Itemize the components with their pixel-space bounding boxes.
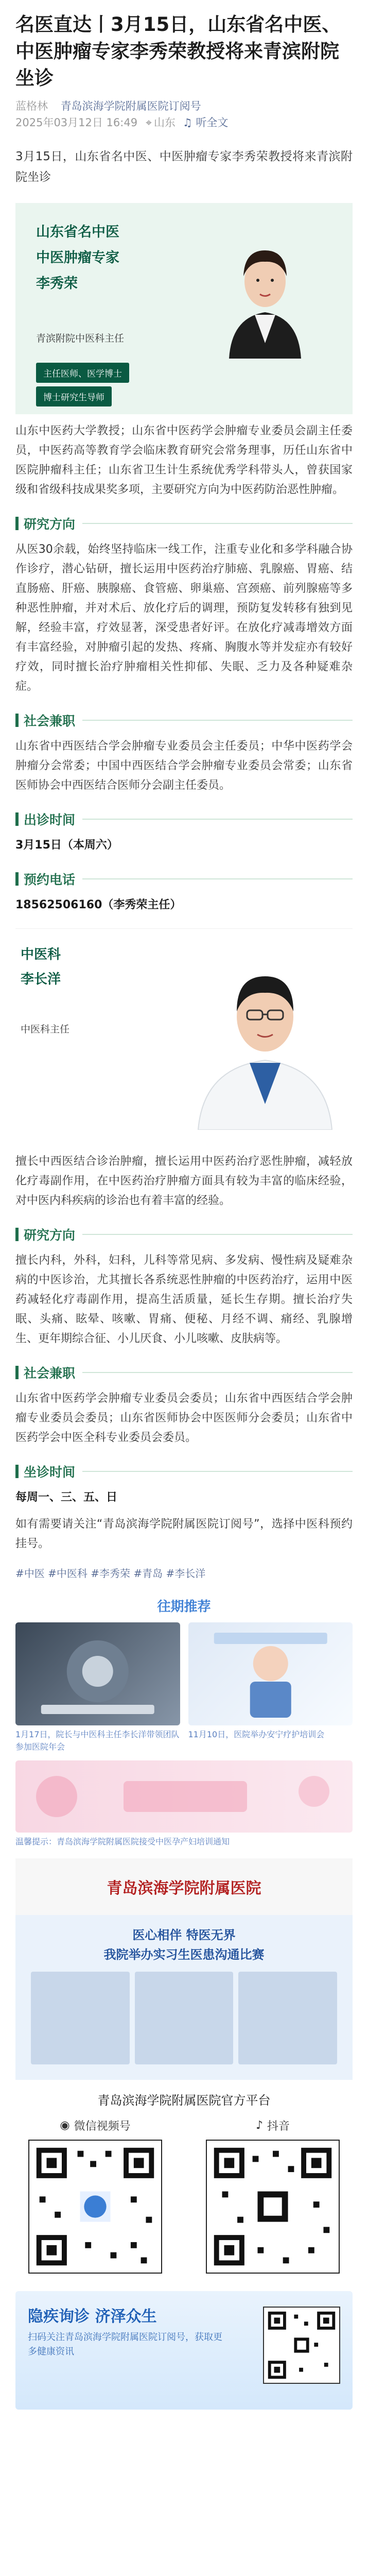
promo-image-2: [188, 1622, 353, 1725]
banner-photo: [135, 1972, 234, 2064]
banner-photos: [31, 1972, 337, 2064]
doctor1-title-line2: 中医肿瘤专家: [36, 250, 119, 266]
promo-image-3-art: [15, 1760, 353, 1833]
douyin-qr-code: [206, 2140, 340, 2274]
section-phone-label: 预约电话: [24, 872, 76, 887]
qr-grid: [15, 2117, 353, 2276]
section-marker: [15, 872, 19, 886]
end-banner[interactable]: [15, 2291, 353, 2410]
section-divider: [82, 1234, 353, 1235]
qr-wechat-text: 微信视频号: [74, 2120, 131, 2133]
section-divider: [82, 878, 353, 879]
section-marker: [15, 714, 19, 727]
doctor2-research-text: 擅长内科，外科，妇科，儿科等常见病、多发病、慢性病及疑难杂病的中医诊治，尤其擅长各系统恶性肿瘤的中医药治疗，运用中医药减轻化疗毒副作用，提高生活质量，延长生存期。擅长治疗失眠、头痛、眩晕、咳嗽、胃痛、便秘、月经不调、痛经、乳腺增生、更年期综合征、小儿厌食、小儿咳嗽、皮肤病等。: [15, 1254, 353, 1345]
promo-item-3[interactable]: [15, 1760, 353, 1848]
doctor1-tutor-pill: 博士研究生导师: [36, 386, 112, 406]
section-research2-label: 研究方向: [24, 1228, 76, 1243]
end-banner-title: 隐疾询诊 济泽众生: [28, 2308, 157, 2326]
article-meta: [15, 98, 353, 114]
promo-item-2[interactable]: [188, 1622, 353, 1753]
intro-paragraph: 3月15日，山东省名中医、中医肿瘤专家李秀荣教授将来青滨附院坐诊: [15, 150, 353, 184]
section-social: [15, 711, 353, 730]
douyin-icon: ♪: [255, 2119, 264, 2132]
section-time-label: 出诊时间: [24, 812, 76, 827]
section-divider: [82, 1471, 353, 1472]
hospital-logo-text: 青岛滨海学院附属医院: [107, 1879, 261, 1897]
section-research-label: 研究方向: [24, 517, 76, 532]
section-marker: [15, 517, 19, 530]
promo-title: 往期推荐: [157, 1599, 211, 1615]
promo-image-1: [15, 1622, 180, 1725]
time-text: 3月15日（本周六）: [15, 839, 118, 852]
doctor1-portrait: [214, 219, 317, 359]
wechat-video-icon: ◉: [60, 2119, 70, 2132]
promo-caption-1: 1月17日，院长与中医科主任李长洋带领团队参加医院年会: [15, 1730, 180, 1752]
footer-title: 青岛滨海学院附属医院官方平台: [97, 2093, 271, 2108]
promo-caption-2: 11月10日，医院举办安宁疗护培训会: [188, 1730, 325, 1739]
qr-wechat-video[interactable]: [15, 2117, 175, 2276]
section-social-label: 社会兼职: [24, 714, 76, 728]
doctor1-title-pill: 主任医师、医学博士: [36, 363, 129, 383]
doctor2-name-block: [21, 942, 61, 992]
doctor2-social-text: 山东省中医药学会肿瘤专业委员会委员；山东省中西医结合学会肿瘤专业委员会委员；山东省医师协会中医医师分会委员；山东省中医药学会中医全科专业委员会委员。: [15, 1392, 353, 1444]
area-subtext: 如有需要请关注“青岛滨海学院附属医院订阅号”，选择中医科预约挂号。: [15, 1518, 353, 1550]
banner-photo: [31, 1972, 130, 2064]
qr-douyin[interactable]: [193, 2117, 353, 2276]
doctor1-position: 青滨附院中医科主任: [36, 333, 125, 344]
publisher-label: 蓝格林: [15, 100, 48, 112]
banner-subtitle: [15, 1925, 353, 1964]
research-text: 从医30余载，始终坚持临床一线工作，注重专业化和多学科融合协作诊疗，潜心钻研，擅长运用中医药治疗肺癌、乳腺癌、胃癌、结直肠癌、肝癌、胰腺癌、食管癌、卵巢癌、宫颈癌、前列腺癌等多种恶性肿瘤，并对术后、放化疗后的调理，预防复发转移有独到见解，经验丰富，疗效显著，深受患者好评。在放化疗减毒增效方面有丰富经验，对肿瘤引起的发热、疼痛、胸腹水等并发症亦有较好疗效，同时擅长治疗肿瘤相关性抑郁、失眠、乏力及各种疑难杂症。: [15, 543, 353, 693]
hashtag-list[interactable]: #中医 #中医科 #李秀荣 #青岛 #李长洋: [15, 1567, 206, 1580]
qr-douyin-text: 抖音: [267, 2120, 290, 2133]
article-title: 名医直达丨3月15日，山东省名中医、中医肿瘤专家李秀荣教授将来青滨附院坐诊: [15, 13, 341, 89]
section-time: [15, 810, 353, 828]
section-marker: [15, 812, 19, 826]
end-banner-subtitle: 扫码关注青岛滨海学院附属医院订阅号，获取更多健康资讯: [28, 2332, 222, 2357]
doctor2-dept: 中医科主任: [21, 1024, 70, 1035]
wechat-qr-code: [28, 2140, 162, 2274]
section-phone: [15, 870, 353, 888]
promo-caption-3: 温馨提示：青岛滨海学院附属医院接受中医孕产妇培训通知: [15, 1837, 230, 1846]
doctor1-profile-text: 山东中医药大学教授；山东省中医药学会肿瘤专业委员会副主任委员，中医药高等教育学会临床教育研究会常务理事，历任山东省中医院肿瘤科主任；山东省卫生计生系统优秀学科带头人，曾获国家级和省级科技成果奖多项，主要研究方向为中医药防治恶性肿瘤。: [15, 425, 353, 496]
section-area: [15, 1462, 353, 1481]
hospital-banner[interactable]: [15, 1858, 353, 2080]
publish-date: 2025年03月12日 16:49: [15, 116, 138, 129]
doctor2-name: 李长洋: [21, 972, 61, 987]
phone-text[interactable]: 18562506160（李秀荣主任）: [15, 899, 182, 911]
section-divider: [82, 720, 353, 721]
bottom-spacer: [15, 2410, 353, 2482]
section-social2-label: 社会兼职: [24, 1366, 76, 1381]
social-text: 山东省中西医结合学会肿瘤专业委员会主任委员；中华中医药学会肿瘤分会常委；中国中西医结合学会肿瘤专业委员会常委；山东省医师协会中西医结合医师分会副主任委员。: [15, 740, 353, 792]
qr-douyin-label: [193, 2117, 353, 2133]
listen-label: 听全文: [196, 116, 229, 129]
section-marker: [15, 1366, 19, 1379]
section-divider: [82, 1372, 353, 1373]
article-meta-row2: [15, 114, 353, 131]
area-text: 每周一、三、五、日: [15, 1491, 118, 1504]
banner-photo: [238, 1972, 337, 2064]
author-link[interactable]: 青岛滨海学院附属医院订阅号: [60, 100, 201, 112]
doctor2-title-line1: 中医科: [21, 947, 61, 962]
section-marker: [15, 1228, 19, 1241]
section-marker: [15, 1465, 19, 1478]
banner-logo-row: [15, 1858, 353, 1915]
doctor1-card: [15, 203, 353, 414]
section-divider: [82, 819, 353, 820]
listen-button[interactable]: ♫ 听全文: [182, 116, 229, 129]
section-research-2: [15, 1225, 353, 1244]
section-research: [15, 514, 353, 533]
doctor2-intro-text: 擅长中西医结合诊治肿瘤，擅长运用中医药治疗恶性肿瘤，减轻放化疗毒副作用，在中医药治疗肿瘤方面具有较为丰富的临床经验，对中医内科疾病的诊治也有着丰富的经验。: [15, 1155, 353, 1207]
qr-wechat-label: [15, 2117, 175, 2133]
banner-subtitle-line2: 我院举办实习生医患沟通比赛: [103, 1947, 265, 1962]
doctor1-title-line1: 山东省名中医: [36, 224, 119, 240]
doctor2-portrait: [188, 934, 342, 1130]
section-social-2: [15, 1363, 353, 1382]
end-banner-qr-code: [263, 2307, 340, 2384]
promo-item-1[interactable]: [15, 1622, 180, 1753]
doctor1-name-block: [36, 219, 119, 297]
publish-region: 山东: [153, 116, 176, 129]
promo-image-2-art: [188, 1622, 353, 1725]
banner-subtitle-line1: 医心相伴 特医无界: [132, 1928, 236, 1942]
doctor1-name: 李秀荣: [36, 276, 78, 292]
promo-grid: [15, 1622, 353, 1753]
section-divider: [82, 523, 353, 524]
promo-image-1-art: [15, 1622, 180, 1725]
location-pin-icon: ⌖: [146, 116, 152, 129]
doctor2-card: [15, 928, 353, 1145]
section-area-label: 坐诊时间: [24, 1465, 76, 1480]
promo-image-3: [15, 1760, 353, 1833]
